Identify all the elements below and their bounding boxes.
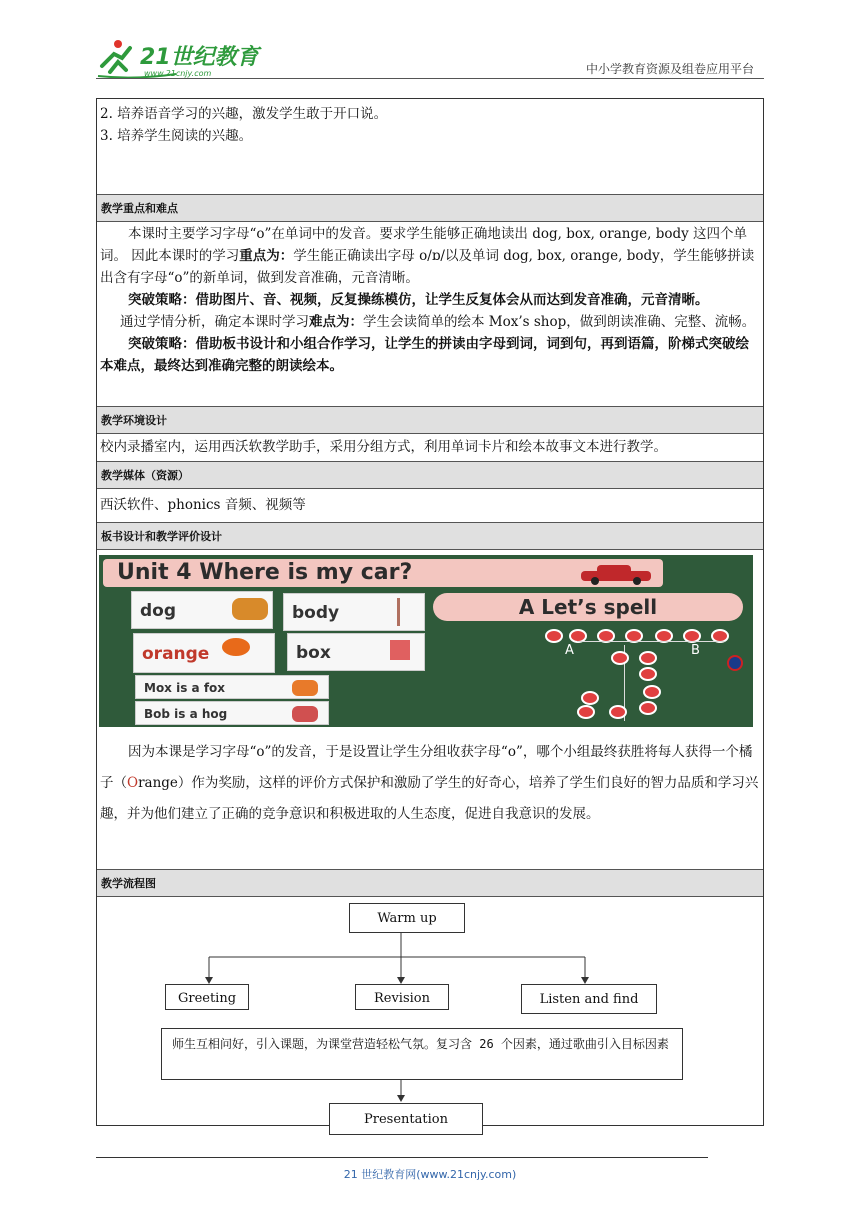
word-card-orange: orange [133,633,275,673]
flow-presentation: Presentation [329,1103,483,1135]
blackboard-photo [99,555,753,727]
goal-2: 2. 培养语音学习的兴趣，激发学生敢于开口说。 [100,106,388,122]
platform-name: 中小学教育资源及组卷应用平台 [585,62,754,76]
environment-text: 校内录播室内，运用西沃软教学助手，采用分组方式，利用单词卡片和绘本故事文本进行教学。 [100,439,667,455]
section-board: 板书设计和教学评价设计 [97,522,763,550]
goal-3: 3. 培养学生阅读的兴趣。 [100,128,253,144]
lesson-plan-table [96,98,764,1126]
page-header [96,30,764,80]
label-b: B [691,643,700,658]
board-title: Unit 4 Where is my car? [103,559,663,587]
key-point-para-2: 通过学情分析，确定本课时学习难点为：学生会读简单的绘本 Mox’s shop，做到朗读准确、完整、流畅。 [120,314,756,330]
media-cell [97,494,763,516]
footer-divider [96,1157,708,1158]
key-point-strategy-2: 突破策略：借助板书设计和小组合作学习，让学生的拼读由字母到词，词到句，再到语篇，阶梯式突破绘本难点，最终达到准确完整的朗读绘本。 [100,336,749,374]
flow-warm-up: Warm up [349,903,465,933]
flow-greeting: Greeting [165,984,249,1010]
section-flow: 教学流程图 [97,869,763,897]
header-divider [96,78,764,79]
svg-text:21世纪教育: 21世纪教育 [140,45,259,70]
evaluation-text: 因为本课是学习字母“o”的发音，于是设置让学生分组收获字母“o”，哪个小组最终获胜将每人获得一个橘子（Orange）作为奖励，这样的评价方式保护和激励了学生的好奇心，培养了学生们良好的智力品质和学习兴趣，并为他们建立了正确的竞争意识和积极进取的人生态度，促进自我意识的发展。 [100,744,759,822]
fox-picture [292,680,318,696]
word-card-dog: dog [131,591,273,629]
logo-21cnjy [96,36,266,80]
key-points-cell [97,223,763,377]
svg-text:www.21cnjy.com: www.21cnjy.com [144,69,212,78]
board-spell-title: A Let’s spell [433,593,743,621]
section-media: 教学媒体（资源） [97,461,763,489]
media-text: 西沃软件、phonics 音频、视频等 [100,497,306,513]
environment-cell [97,436,763,458]
dog-picture [232,598,268,620]
magnet-icon [727,655,743,671]
box-picture [390,640,410,660]
flow-listen-find: Listen and find [521,984,657,1014]
evaluation-cell [97,737,763,830]
goals-cell [97,103,763,147]
word-card-box: box [287,633,425,671]
word-card-body: body [283,593,425,631]
flow-revision: Revision [355,984,449,1010]
label-a: A [565,643,574,658]
key-point-para-1: 本课时主要学习字母“o”在单词中的发音。要求学生能够正确地读出 dog, box, orange, body 这四个单词。 因此本课时的学习重点为：学生能正确读出字母 o/ɒ/以及单词 dog, box, orange, body，学生能够拼读出含有字母“o”的新单词，做到发音准确，元音清晰。 [100,226,755,286]
car-icon [577,563,657,585]
footer-text: 21 世纪教育网(www.21cnjy.com) [343,1168,517,1181]
section-environment: 教学环境设计 [97,406,763,434]
orange-picture [222,638,250,656]
key-point-strategy-1: 突破策略：借助图片、音、视频，反复操练模仿，让学生反复体会从而达到发音准确，元音清晰。 [128,292,709,308]
sentence-card-1: Mox is a fox [135,675,329,699]
section-key-points: 教学重点和难点 [97,194,763,222]
sentence-card-2: Bob is a hog [135,701,329,725]
flow-note: 师生互相问好，引入课题，为课堂营造轻松气氛。复习含 26 个因素，通过歌曲引入目标因素 [161,1028,683,1080]
body-picture [397,598,414,626]
hog-picture [292,706,318,722]
